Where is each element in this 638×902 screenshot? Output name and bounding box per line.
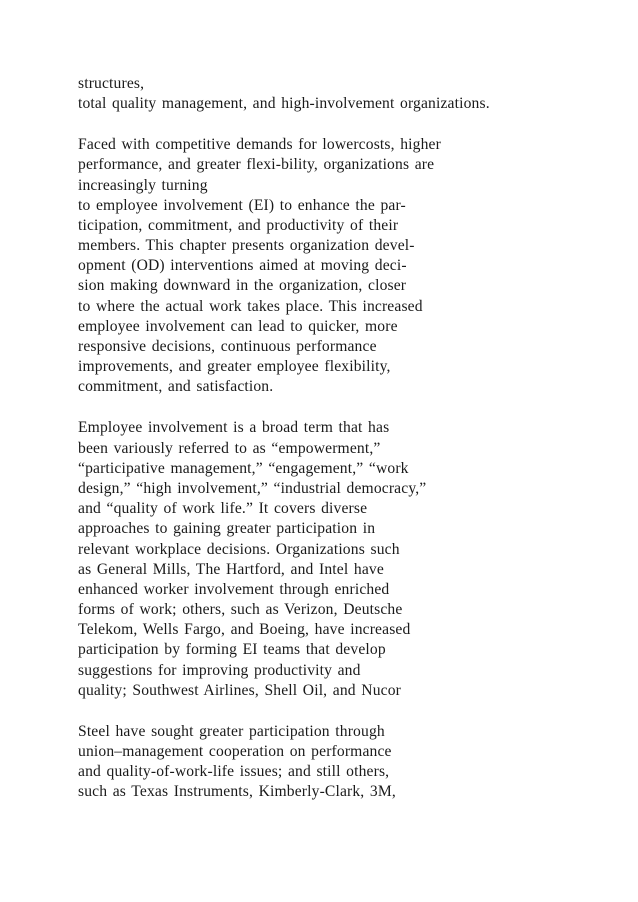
- text-line: quality; Southwest Airlines, Shell Oil, and Nucor: [78, 681, 402, 699]
- text-line: responsive decisions, continuous performance: [78, 338, 377, 356]
- text-line: “participative management,” “engagement,” “work: [78, 459, 409, 477]
- text-line: opment (OD) interventions aimed at moving deci-: [78, 257, 407, 275]
- text-line: performance, and greater flexi-bility, organizations are: [78, 156, 435, 174]
- text-line: approaches to gaining greater participation in: [78, 520, 376, 538]
- text-line: Steel have sought greater participation through: [78, 722, 385, 740]
- paragraph-gap: [78, 701, 618, 722]
- text-line: as General Mills, The Hartford, and Intel have: [78, 560, 384, 578]
- text-line: forms of work; others, such as Verizon, Deutsche: [78, 601, 403, 619]
- text-line: and quality-of-work-life issues; and still others,: [78, 763, 390, 781]
- text-line: union–management cooperation on performance: [78, 743, 392, 761]
- text-line: suggestions for improving productivity and: [78, 661, 361, 679]
- text-line: sion making downward in the organization, closer: [78, 277, 407, 295]
- text-line: Faced with competitive demands for lowercosts, higher: [78, 136, 441, 154]
- text-line: to employee involvement (EI) to enhance the par-: [78, 196, 406, 214]
- paragraph-gap: [78, 398, 618, 419]
- text-line: Employee involvement is a broad term that has: [78, 419, 390, 437]
- text-line: relevant workplace decisions. Organizations such: [78, 540, 400, 558]
- paragraph-3: [78, 418, 618, 701]
- text-line: structures,: [78, 75, 145, 92]
- text-line: employee involvement can lead to quicker, more: [78, 317, 398, 335]
- text-line: such as Texas Instruments, Kimberly-Clark, 3M,: [78, 783, 396, 801]
- text-line: been variously referred to as “empowerment,”: [78, 439, 381, 457]
- text-line: increasingly turning: [78, 176, 208, 194]
- paragraph-2: [78, 135, 618, 397]
- paragraph-4: [78, 722, 618, 803]
- text-line: design,” “high involvement,” “industrial democracy,”: [78, 479, 427, 497]
- text-line: Telekom, Wells Fargo, and Boeing, have increased: [78, 621, 411, 639]
- text-line: ticipation, commitment, and productivity of their: [78, 216, 399, 234]
- text-line: enhanced worker involvement through enriched: [78, 580, 390, 598]
- text-line: participation by forming EI teams that develop: [78, 641, 386, 659]
- text-line: total quality management, and high-involvement organizations.: [78, 95, 490, 113]
- paragraph-1: [78, 74, 618, 114]
- text-line: improvements, and greater employee flexibility,: [78, 358, 391, 376]
- text-line: commitment, and satisfaction.: [78, 378, 274, 396]
- text-line: and “quality of work life.” It covers diverse: [78, 500, 368, 518]
- paragraph-gap: [78, 114, 618, 135]
- document-page: [78, 74, 618, 803]
- text-line: to where the actual work takes place. This increased: [78, 297, 423, 315]
- text-line: members. This chapter presents organization devel-: [78, 237, 415, 255]
